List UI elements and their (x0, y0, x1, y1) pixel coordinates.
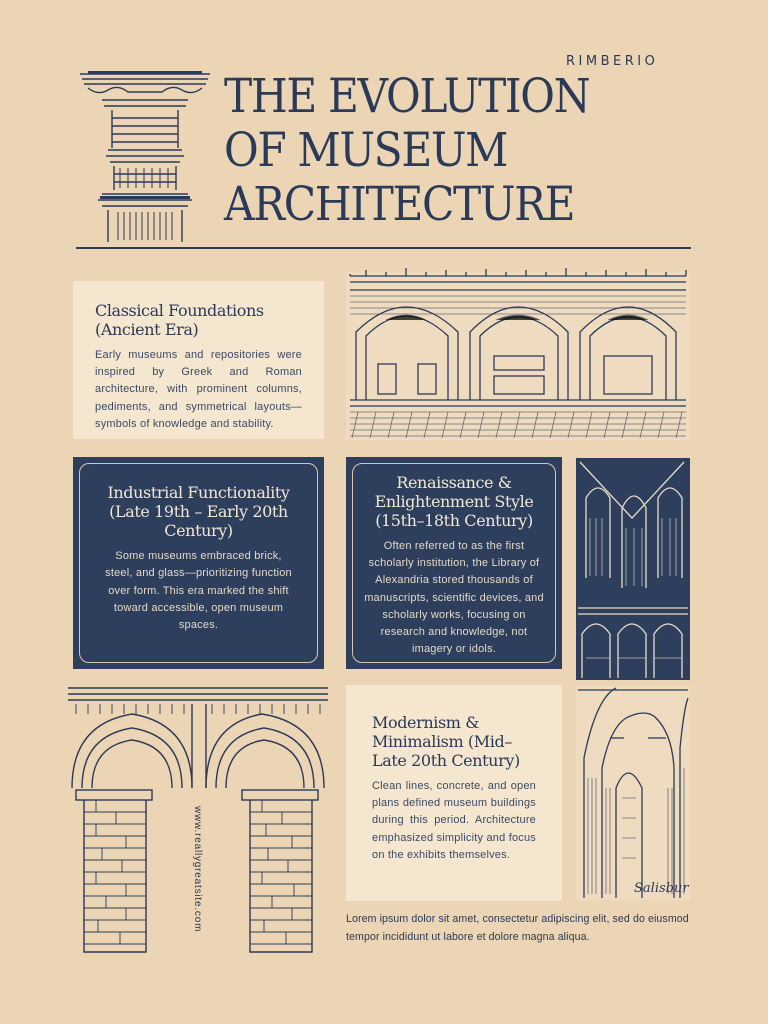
title-line: ARCHITECTURE (224, 177, 575, 232)
section-body: Some museums embraced brick, steel, and glass—prioritizing function over form. This era marked the shift toward accessible, open museum spaces. (105, 550, 292, 632)
title-divider (76, 247, 691, 249)
section-card-classical (73, 281, 324, 439)
section-body: Early museums and repositories were inspired by Greek and Roman architecture, with prominent columns, pediments, and symmetrical layouts—symbols of knowledge and stability. (95, 349, 302, 430)
gothic-arcade-illustration (576, 458, 690, 902)
section-card-renaissance (346, 457, 562, 669)
footer-caption: Lorem ipsum dolor sit amet, consectetur adipiscing elit, sed do eiusmod tempor incididunt ut labore et dolore magna aliqua. (346, 913, 689, 943)
section-heading: Renaissance & Enlightenment Style (15th–18th Century) (374, 473, 534, 530)
section-heading: Industrial Functionality (Late 19th – Early 20th Century) (107, 483, 290, 540)
title-line: OF MUSEUM (224, 123, 508, 178)
section-body: Often referred to as the first scholarly institution, the Library of Alexandria stored thousands of manuscripts, scientific devices, and scholarly works, focusing on research and knowledge, not imagery or idols. (364, 540, 544, 656)
illustration-signature: Salisbur (634, 881, 689, 896)
page-title (224, 70, 647, 232)
arched-facade-illustration (346, 262, 690, 442)
section-heading: Classical Foundations (Ancient Era) (95, 301, 264, 339)
section-heading: Modernism & Minimalism (Mid–Late 20th Century) (372, 713, 520, 770)
title-line: THE EVOLUTION (224, 69, 590, 124)
section-body: Clean lines, concrete, and open plans defined museum buildings during this period. Architecture emphasized simplicity and focus on the exhibits themselves. (372, 780, 536, 861)
brand-name: RIMBERIO (566, 54, 659, 69)
section-card-modernism (346, 685, 562, 901)
website-url: www.reallygreatsite.com (192, 806, 203, 933)
column-capital-illustration (78, 70, 212, 246)
section-card-industrial (73, 457, 324, 669)
